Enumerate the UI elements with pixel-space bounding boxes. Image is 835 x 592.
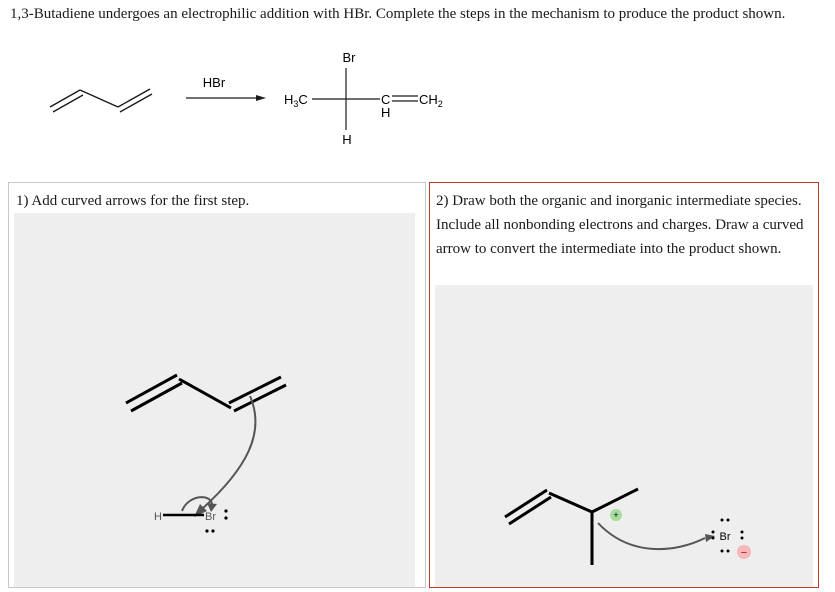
terminal-ch2-label: $CH_2$: [419, 92, 443, 109]
reagent-label: HBr: [202, 75, 226, 90]
curved-arrow-br-to-cation[interactable]: [598, 523, 705, 549]
alkene-h-label: H: [381, 105, 391, 120]
step1-panel: [8, 182, 426, 588]
allylic-cation-structure[interactable]: [505, 489, 638, 565]
step1-br-label: Br: [205, 511, 216, 523]
step2-drawing: [435, 285, 813, 587]
step1-drawing: [14, 213, 415, 587]
butadiene-structure[interactable]: [126, 375, 286, 411]
butadiene-reactant: [50, 89, 152, 112]
product-h-label: H: [342, 132, 352, 147]
cation-charge: +: [613, 510, 619, 520]
step2-panel: [429, 182, 819, 588]
bromide-label: Br: [719, 531, 731, 543]
reaction-arrow: [186, 95, 266, 101]
step2-drawing-canvas[interactable]: [435, 285, 813, 587]
curved-arrow-pi-to-h[interactable]: [202, 396, 255, 509]
product-br-label: Br: [342, 50, 356, 65]
anion-charge: −: [740, 547, 748, 559]
step2-instruction: 2) Draw both the organic and inorganic intermediate species. Include all nonbonding electrons and charges. Draw a curved arrow to convert the intermediate into the product shown.: [436, 193, 804, 257]
question-text: 1,3-Butadiene undergoes an electrophilic addition with HBr. Complete the steps in the mechanism to produce the product shown.: [10, 6, 786, 22]
step1-h-label: H: [154, 511, 162, 523]
methyl-group-label: $H_3C$: [284, 92, 308, 109]
alkene-carbon-label: C: [381, 92, 391, 107]
step1-instruction: 1) Add curved arrows for the first step.: [16, 193, 250, 209]
reaction-scheme: [0, 0, 835, 182]
step1-drawing-canvas[interactable]: [14, 213, 415, 587]
product-structure: [284, 50, 443, 147]
